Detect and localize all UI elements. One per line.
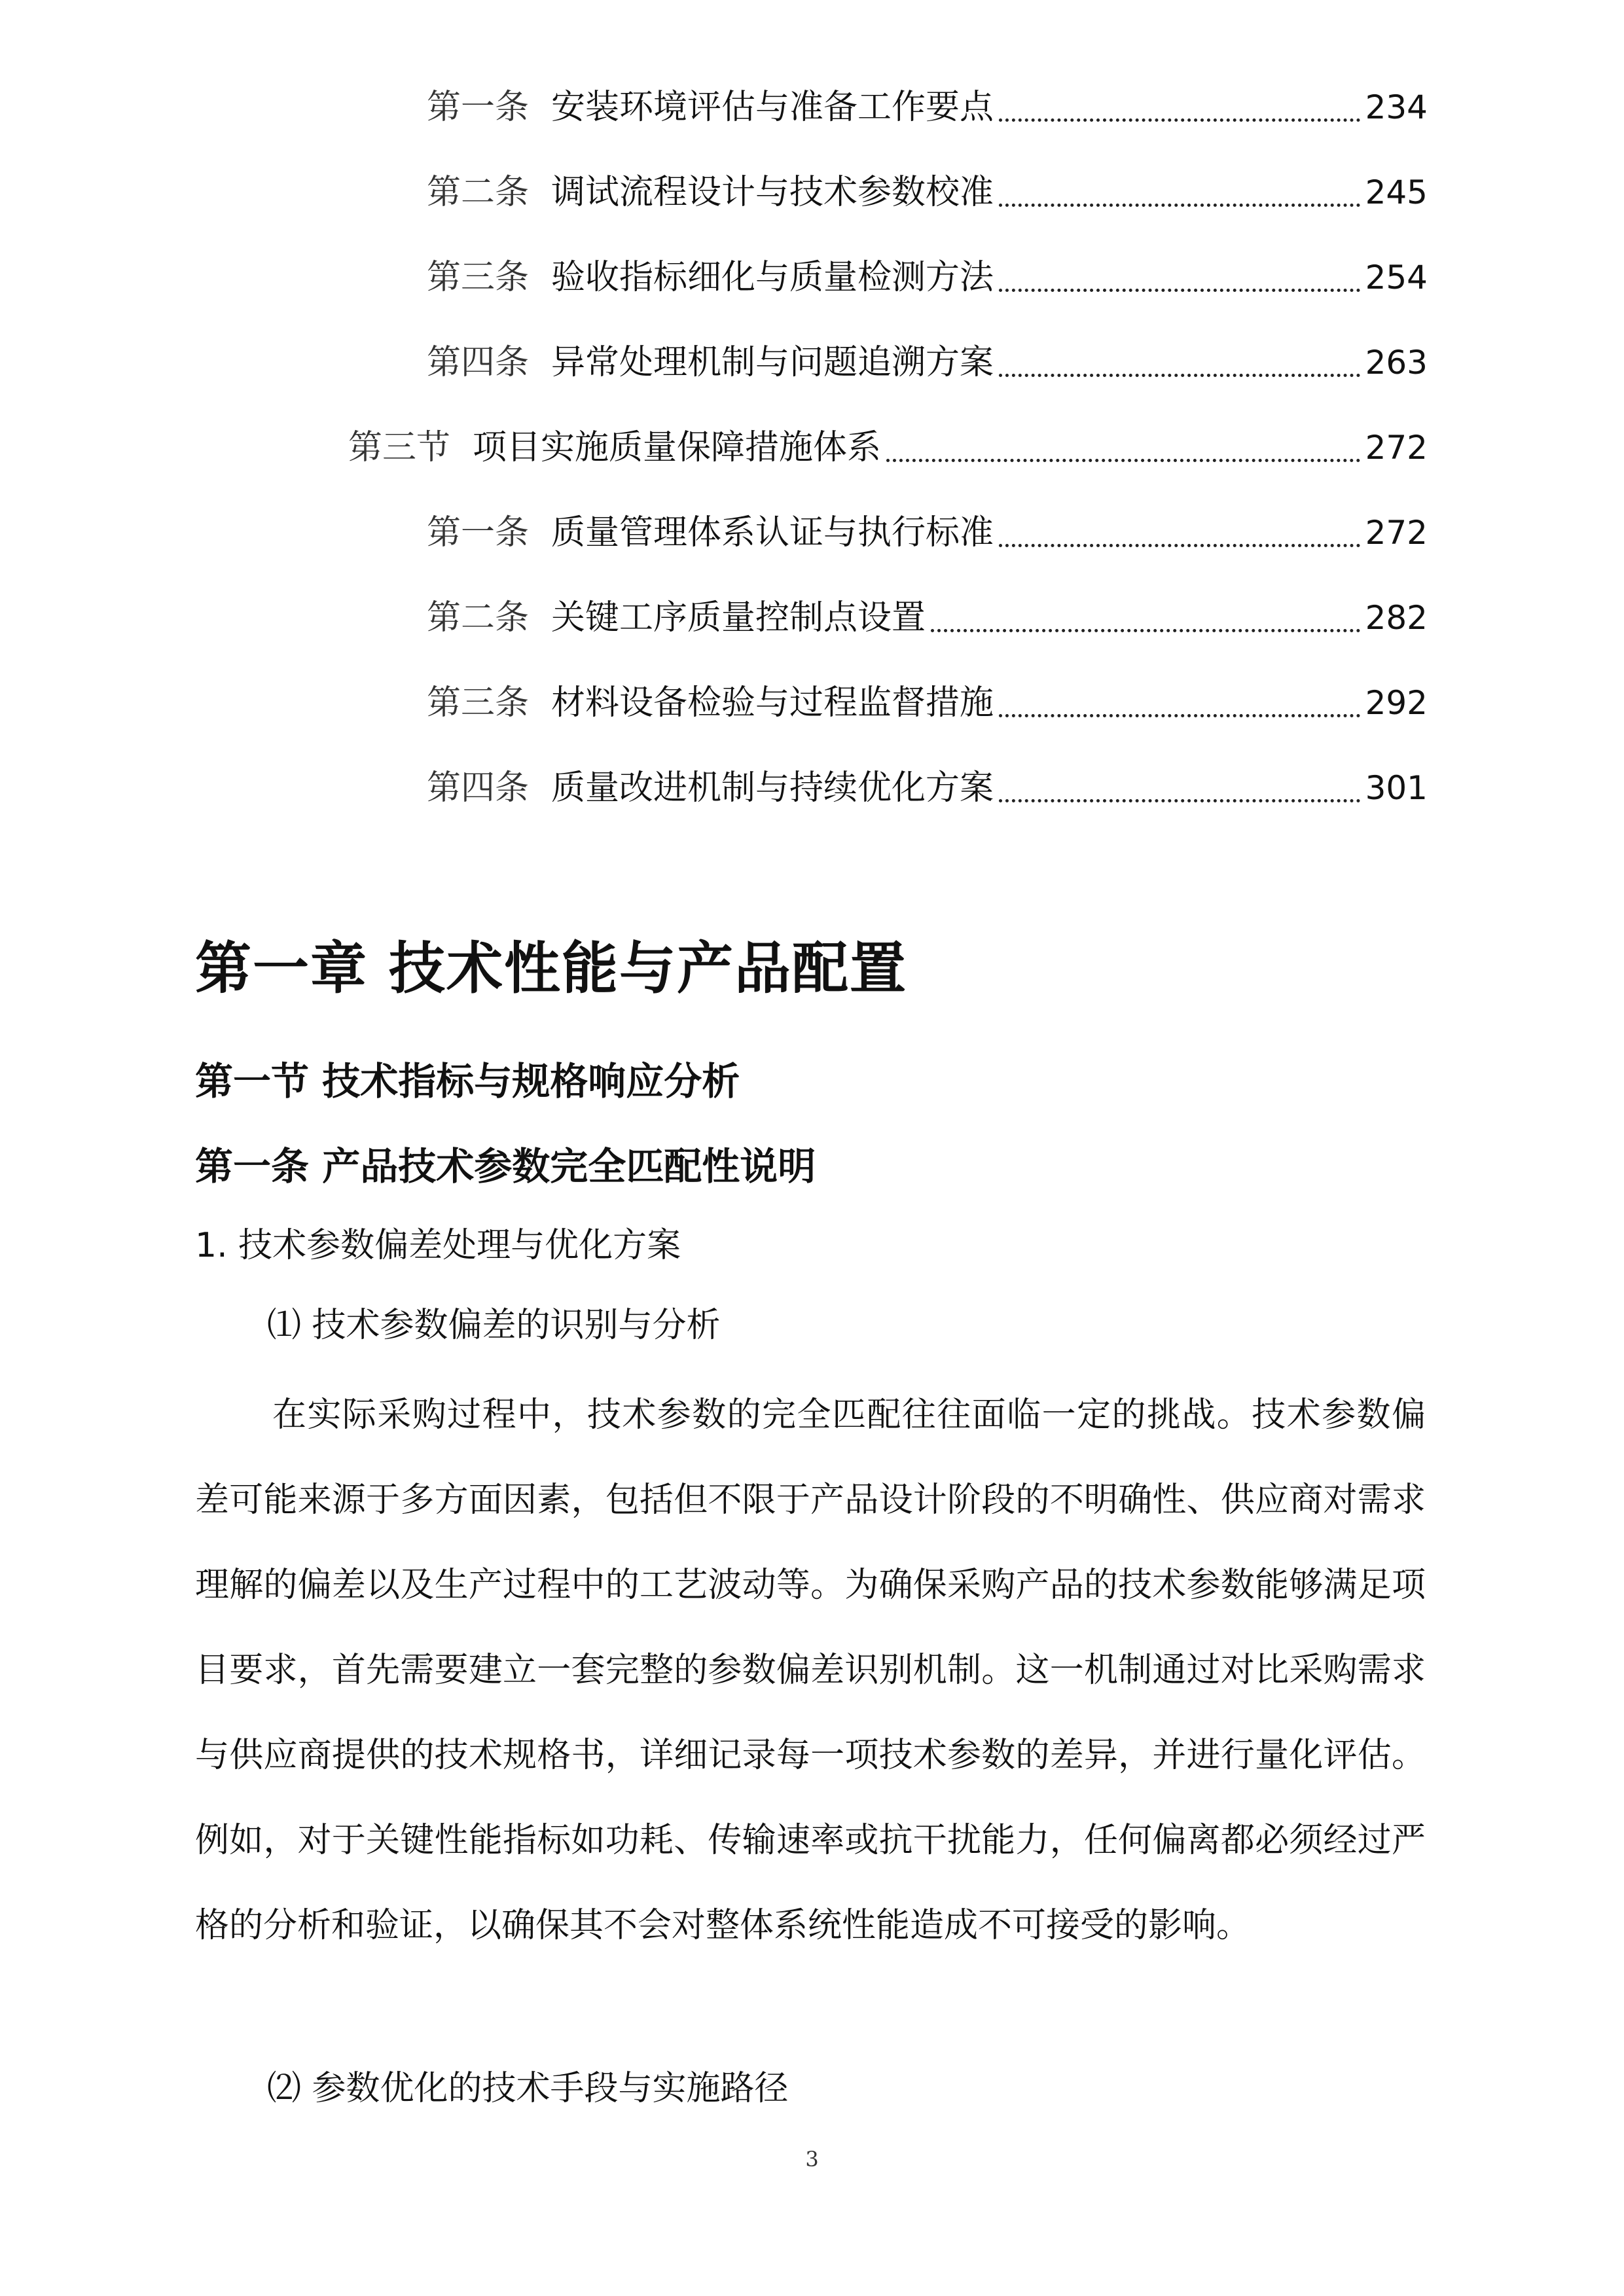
- subitem-title: ⑴ 技术参数偏差的识别与分析: [267, 1306, 721, 1345]
- toc-entry-page: 272: [1365, 429, 1428, 467]
- toc-entry-page: 263: [1365, 344, 1428, 382]
- toc-dot-leader: [999, 374, 1360, 377]
- section-title: 第一节 技术指标与规格响应分析: [195, 1059, 740, 1103]
- toc-entry-label: 第二条: [427, 173, 530, 212]
- body-paragraph: 在实际采购过程中，技术参数的完全匹配往往面临一定的挑战。技术参数偏差可能来源于多方面因素，包括但不限于产品设计阶段的不明确性、供应商对需求理解的偏差以及生产过程中的工艺波动等。为确保采购产品的技术参数能够满足项目要求，首先需要建立一套完整的参数偏差识别机制。这一机制通过对比采购需求与供应商提供的技术规格书，详细记录每一项技术参数的差异，并进行量化评估。例如，对于关键性能指标如功耗、传输速率或抗干扰能力，任何偏离都必须经过严格的分析和验证，以确保其不会对整体系统性能造成不可接受的影响。: [195, 1395, 1426, 1945]
- toc-entry-title: 关键工序质量控制点设置: [551, 598, 926, 637]
- toc-entry-page: 282: [1365, 599, 1428, 637]
- toc-dot-leader: [999, 289, 1360, 292]
- toc-entry[interactable]: [427, 677, 1428, 729]
- toc-entry-label: 第四条: [427, 343, 530, 382]
- toc-entry[interactable]: [427, 592, 1428, 644]
- toc-entry-page: 245: [1365, 173, 1428, 211]
- toc-entry-page: 301: [1365, 769, 1428, 807]
- toc-dot-leader: [931, 629, 1360, 632]
- toc-entry-page: 292: [1365, 684, 1428, 722]
- toc-entry-title: 材料设备检验与过程监督措施: [551, 683, 994, 723]
- toc-entry-title: 质量管理体系认证与执行标准: [551, 513, 994, 552]
- toc-dot-leader: [999, 118, 1360, 122]
- toc-dot-leader: [999, 799, 1360, 802]
- toc-entry-page: 254: [1365, 259, 1428, 296]
- toc-entry[interactable]: [427, 166, 1428, 219]
- toc-dot-leader: [999, 544, 1360, 547]
- subitem-title: ⑵ 参数优化的技术手段与实施路径: [267, 2069, 789, 2108]
- toc-dot-leader: [999, 204, 1360, 207]
- toc-entry[interactable]: [427, 762, 1428, 814]
- toc-entry[interactable]: [427, 81, 1428, 134]
- toc-entry[interactable]: [427, 251, 1428, 304]
- toc-entry-title: 安装环境评估与准备工作要点: [551, 88, 994, 127]
- toc-entry-label: 第三条: [427, 683, 530, 723]
- toc-entry[interactable]: [427, 336, 1428, 389]
- toc-entry[interactable]: [348, 422, 1428, 474]
- toc-entry-title: 质量改进机制与持续优化方案: [551, 768, 994, 808]
- toc-entry-page: 234: [1365, 88, 1428, 126]
- toc-entry-label: 第二条: [427, 598, 530, 637]
- toc-entry-title: 验收指标细化与质量检测方法: [551, 258, 994, 297]
- toc-entry-label: 第一条: [427, 88, 530, 127]
- toc-entry-label: 第一条: [427, 513, 530, 552]
- toc-entry[interactable]: [427, 507, 1428, 559]
- chapter-title: 第一章 技术性能与产品配置: [195, 936, 907, 1001]
- page-number: 3: [805, 2147, 819, 2172]
- toc-entry-label: 第三条: [427, 258, 530, 297]
- article-title: 第一条 产品技术参数完全匹配性说明: [195, 1144, 816, 1189]
- toc-entry-page: 272: [1365, 514, 1428, 552]
- toc-entry-label: 第三节: [348, 428, 451, 467]
- toc-entry-title: 项目实施质量保障措施体系: [473, 428, 882, 467]
- toc-dot-leader: [886, 459, 1360, 462]
- toc-entry-title: 调试流程设计与技术参数校准: [551, 173, 994, 212]
- toc-entry-title: 异常处理机制与问题追溯方案: [551, 343, 994, 382]
- item-title: 1. 技术参数偏差处理与优化方案: [195, 1226, 681, 1265]
- toc-entry-label: 第四条: [427, 768, 530, 808]
- toc-dot-leader: [999, 714, 1360, 717]
